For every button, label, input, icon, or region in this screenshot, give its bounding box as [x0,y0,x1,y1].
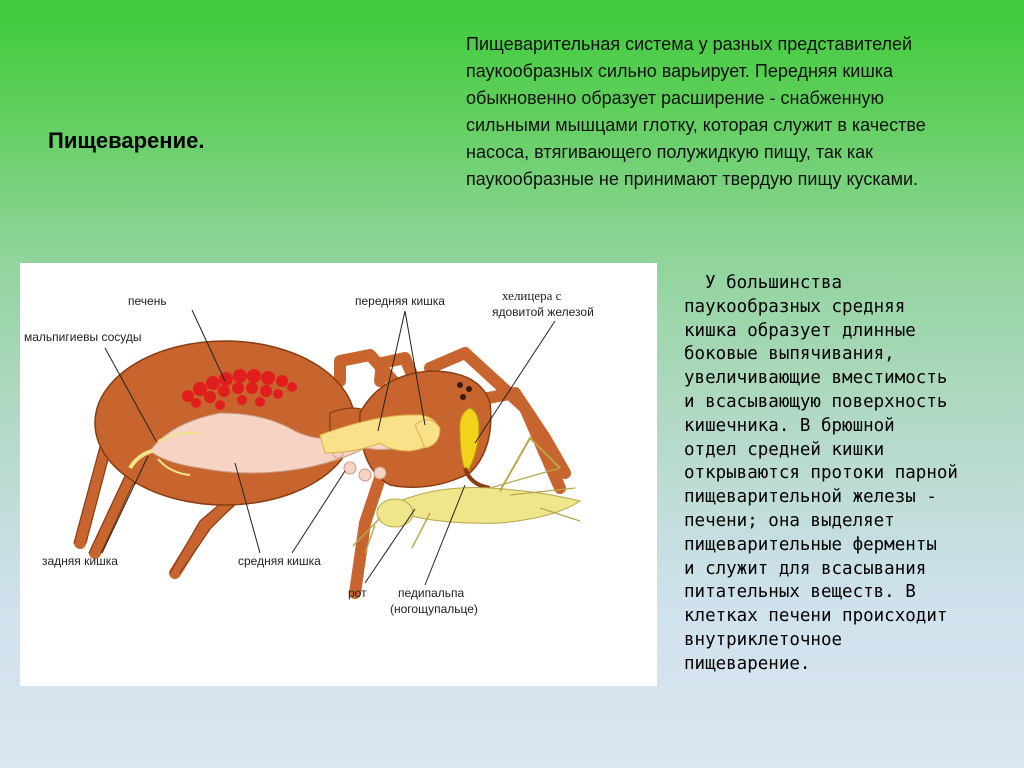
label-pedipalp: педипальпа [398,586,465,600]
spider-anatomy-figure [20,263,657,686]
label-hindgut: задняя кишка [42,554,118,568]
intro-paragraph: Пищеварительная система у разных представителей паукообразных сильно варьирует. Передняя кишка обыкновенно образует расширение - снабженную сильными мышцами глотку, которая служит в качестве насоса, втягивающего полужидкую пищу, так как паукообразные не принимают твердую пищу кусками. [466,34,926,189]
side-paragraph: У большинства паукообразных средняя кишка образует длинные боковые выпячивания, увеличивающие вместимость и всасывающую поверхность кишечника. В брюшной отдел средней кишки открываются протоки парной пищеварительной железы - печени; она выделяет пищеварительные ферменты и служит для всасывания питательных веществ. В клетках печени происходит внутриклеточное пищеварение. [684,273,958,674]
label-midgut: средняя кишка [238,554,321,568]
label-liver: печень [128,294,167,308]
label-venom-gland: ядовитой железой [492,305,594,319]
label-pedipalp-note: (ногощупальце) [390,602,478,616]
label-mouth: рот [348,586,367,600]
spider-digestive-diagram [20,263,657,686]
slide-title: Пищеварение. [48,128,205,153]
label-foregut: передняя кишка [355,294,445,308]
label-chelicera: хелицера с [502,288,562,303]
label-malpighian-vessels: мальпигиевы сосуды [24,330,142,344]
